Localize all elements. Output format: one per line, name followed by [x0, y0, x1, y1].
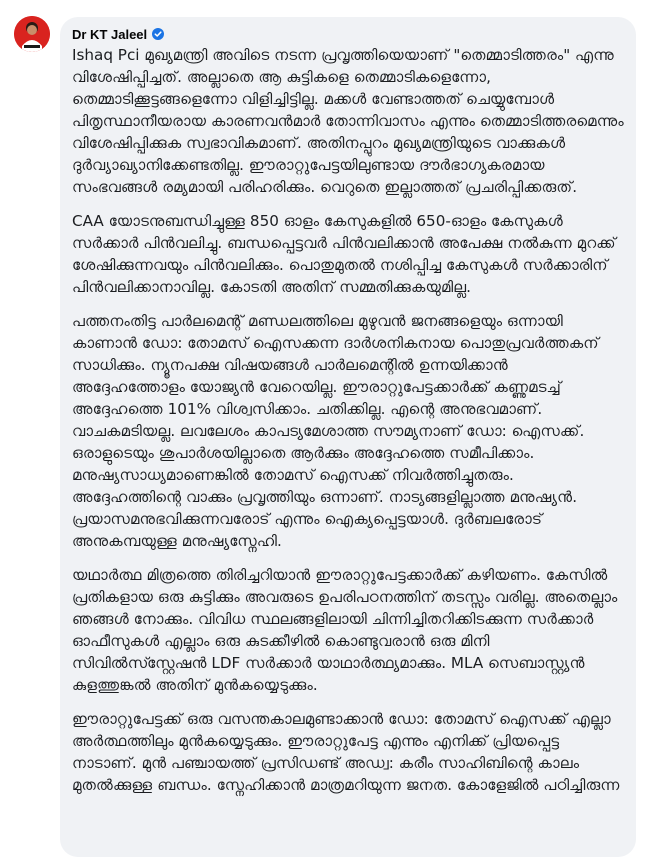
- verified-badge-icon: [152, 28, 164, 40]
- profile-photo-red-avatar-icon: [14, 16, 50, 52]
- comment-paragraph-4: യഥാർത്ഥ മിത്രത്തെ തിരിച്ചറിയാൻ ഈരാറ്റുപേട്ടക്കാർക്ക് കഴിയണം. കേസിൽ പ്രതികളായ ഒരു കുട്ടിക്കും അവരുടെ ഉപരിപഠനത്തിന് തടസ്സം വരില്ല. അതെല്ലാം ഞങ്ങൾ നോക്കും. വിവിധ സ്ഥലങ്ങളിലായി ചിന്നിച്ചിതറിക്കിടക്കുന്ന സർക്കാർ ഓഫീസുകൾ എല്ലാം ഒരു കുടക്കീഴിൽ കൊണ്ടുവരാൻ ഒരു മിനി സിവിൽസ്സ്റ്റേഷൻ LDF സർക്കാർ യാഥാർത്ഥ്യമാക്കും. MLA സെബാസ്റ്റ്യൻ കുളത്തുങ്കൽ അതിന് മുൻകയ്യെടുക്കും.: [72, 566, 618, 694]
- comment-paragraph-5: ഈരാറ്റുപേട്ടക്ക് ഒരു വസന്തകാലമുണ്ടാക്കാൻ ഡോ: തോമസ് ഐസക്ക് എല്ലാ അർത്ഥത്തിലും മുൻകയ്യെടുക്കും. ഈരാറ്റുപേട്ട എന്നും എനിക്ക് പ്രിയപ്പെട്ട നാടാണ്. മുൻ പഞ്ചായത്ത് പ്രസിഡണ്ട് അഡ്വ: കരീം സാഹിബിന്റെ കാലം മുതൽക്കുള്ള ബന്ധം. സ്നേഹിക്കാൻ മാത്രമറിയുന്ന ജനത. കോളേജിൽ പഠിച്ചിരുന്ന: [72, 710, 620, 794]
- author-row: [72, 25, 624, 43]
- comment-paragraph-2: CAA യോടനുബന്ധിച്ചുള്ള 850 ഓളം കേസുകളിൽ 650-ഓളം കേസുകൾ സർക്കാർ പിൻവലിച്ചു. ബന്ധപ്പെട്ടവർ പിൻവലിക്കാൻ അപേക്ഷ നൽകുന്ന മുറക്ക് ശേഷിക്കുന്നവയും പിൻവലിക്കും. പൊതുമുതൽ നശിപ്പിച്ച കേസുകൾ സർക്കാരിന് പിൻവലിക്കാനാവില്ല. കോടതി അതിന് സമ്മതിക്കുകയുമില്ല.: [72, 212, 616, 296]
- comment-text: [72, 44, 624, 796]
- author-name[interactable]: Dr KT Jaleel: [72, 26, 148, 42]
- comment-bubble: [60, 17, 636, 857]
- author-avatar[interactable]: [14, 16, 50, 52]
- comment-paragraph-1: Ishaq Pci മുഖ്യമന്ത്രി അവിടെ നടന്ന പ്രവൃത്തിയെയാണ് "തെമ്മാടിത്തരം" എന്നു വിശേഷിപ്പിച്ചത്. അല്ലാതെ ആ കുട്ടികളെ തെമ്മാടികളെന്നോ, തെമ്മാടിക്കൂട്ടങ്ങളെന്നോ വിളിച്ചിട്ടില്ല. മക്കൾ വേണ്ടാത്തത് ചെയ്യുമ്പോൾ പിതൃസ്ഥാനീയരായ കാരണവൻമാർ തോന്നിവാസം എന്നും തെമ്മാടിത്തരമെന്നും വിശേഷിപ്പിക്കുക സ്വഭാവികമാണ്. അതിനപ്പുറം മുഖ്യമന്ത്രിയുടെ വാക്കുകൾ ദുർവ്യാഖ്യാനിക്കേണ്ടതില്ല. ഈരാറ്റുപേട്ടയിലുണ്ടായ ദൗർഭാഗ്യകരമായ സംഭവങ്ങൾ രമ്യമായി പരിഹരിക്കും. വെറുതെ ഇല്ലാത്തത് പ്രചരിപ്പിക്കരുത്.: [72, 46, 624, 196]
- comment-paragraph-3: പത്തനംതിട്ട പാർലമെന്റ് മണ്ഡലത്തിലെ മുഴുവൻ ജനങ്ങളെയും ഒന്നായി കാണാൻ ഡോ: തോമസ് ഐസക്കന്ന ദാർശനികനായ പൊതുപ്രവർത്തകന് സാധിക്കും. ന്യൂനപക്ഷ വിഷയങ്ങൾ പാർലമെന്റിൽ ഉന്നയിക്കാൻ അദ്ദേഹത്തോളം യോജ്യൻ വേറെയില്ല. ഈരാറ്റുപേട്ടക്കാർക്ക് കണ്ണുമടച്ച് അദ്ദേഹത്തെ 101% വിശ്വസിക്കാം. ചതിക്കില്ല. എന്റെ അനുഭവമാണ്. വാചകമടിയല്ല. ലവലേശം കാപട്യമേശാത്ത സൗമ്യനാണ് ഡോ: ഐസക്ക്. ഒരാളുടെയും ശുപാർശയില്ലാതെ ആർക്കും അദ്ദേഹത്തെ സമീപിക്കാം. മനുഷ്യസാധ്യമാണെങ്കിൽ തോമസ് ഐസക്ക് നിവർത്തിച്ചുതരും. അദ്ദേഹത്തിന്റെ വാക്കും പ്രവൃത്തിയും ഒന്നാണ്. നാട്യങ്ങളില്ലാത്ത മനുഷ്യൻ. പ്രയാസമനുഭവിക്കുന്നവരോട് എന്നും ഐക്യപ്പെട്ടയാൾ. ദുർബലരോട് അനുകമ്പയുള്ള മനുഷ്യസ്നേഹി.: [72, 312, 599, 550]
